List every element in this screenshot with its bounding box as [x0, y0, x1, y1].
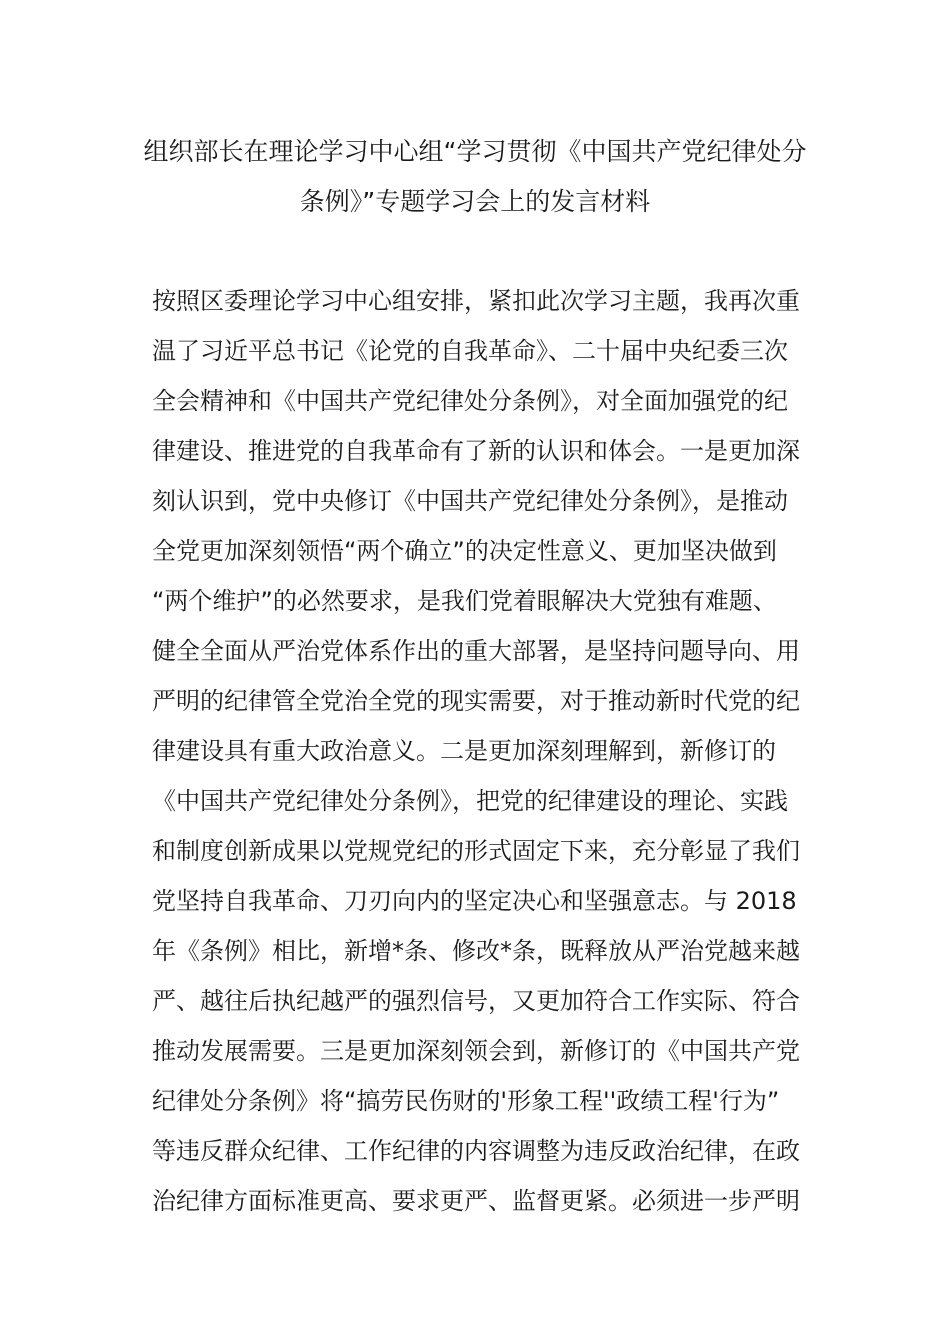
- body-line: 和制度创新成果以党规党纪的形式固定下来，充分彰显了我们: [152, 837, 800, 865]
- body-line: 《中国共产党纪律处分条例》，把党的纪律建设的理论、实践: [152, 787, 788, 815]
- title-line: 组织部长在理论学习中心组“学习贯彻《中国共产党纪律处分: [143, 137, 807, 166]
- body-line: 治纪律方面标准更高、要求更严、监督更紧。必须进一步严明: [152, 1187, 800, 1215]
- body-line: 律建设、推进党的自我革命有了新的认识和体会。一是更加深: [152, 437, 800, 465]
- title-line: 条例》”专题学习会上的发言材料: [299, 187, 651, 216]
- body-line: 全党更加深刻领悟“两个确立”的决定性意义、更加坚决做到: [152, 537, 777, 565]
- body-line: 党坚持自我革命、刀刃向内的坚定决心和坚强意志。与 2018: [152, 887, 797, 915]
- body-line: 等违反群众纪律、工作纪律的内容调整为违反政治纪律，在政: [152, 1137, 800, 1165]
- body-line: 年《条例》相比，新增*条、修改*条，既释放从严治党越来越: [152, 937, 800, 965]
- body-line: 推动发展需要。三是更加深刻领会到，新修订的《中国共产党: [152, 1037, 800, 1065]
- document-title: [140, 127, 810, 227]
- body-line: 严明的纪律管全党治全党的现实需要，对于推动新时代党的纪: [152, 687, 800, 715]
- document-body: [152, 276, 812, 1226]
- body-line: 健全全面从严治党体系作出的重大部署，是坚持问题导向、用: [152, 637, 800, 665]
- body-line: 纪律处分条例》将“搞劳民伤财的'形象工程''政绩工程'行为”: [152, 1087, 780, 1115]
- body-line: 按照区委理论学习中心组安排，紧扣此次学习主题，我再次重: [152, 287, 800, 315]
- body-line: 律建设具有重大政治意义。二是更加深刻理解到，新修订的: [152, 737, 776, 765]
- body-line: 严、越往后执纪越严的强烈信号，又更加符合工作实际、符合: [152, 987, 800, 1015]
- body-line: 刻认识到，党中央修订《中国共产党纪律处分条例》，是推动: [152, 487, 788, 515]
- body-line: 全会精神和《中国共产党纪律处分条例》，对全面加强党的纪: [152, 387, 788, 415]
- body-line: 温了习近平总书记《论党的自我革命》、二十届中央纪委三次: [152, 337, 788, 365]
- body-line: “两个维护”的必然要求，是我们党着眼解决大党独有难题、: [152, 587, 777, 615]
